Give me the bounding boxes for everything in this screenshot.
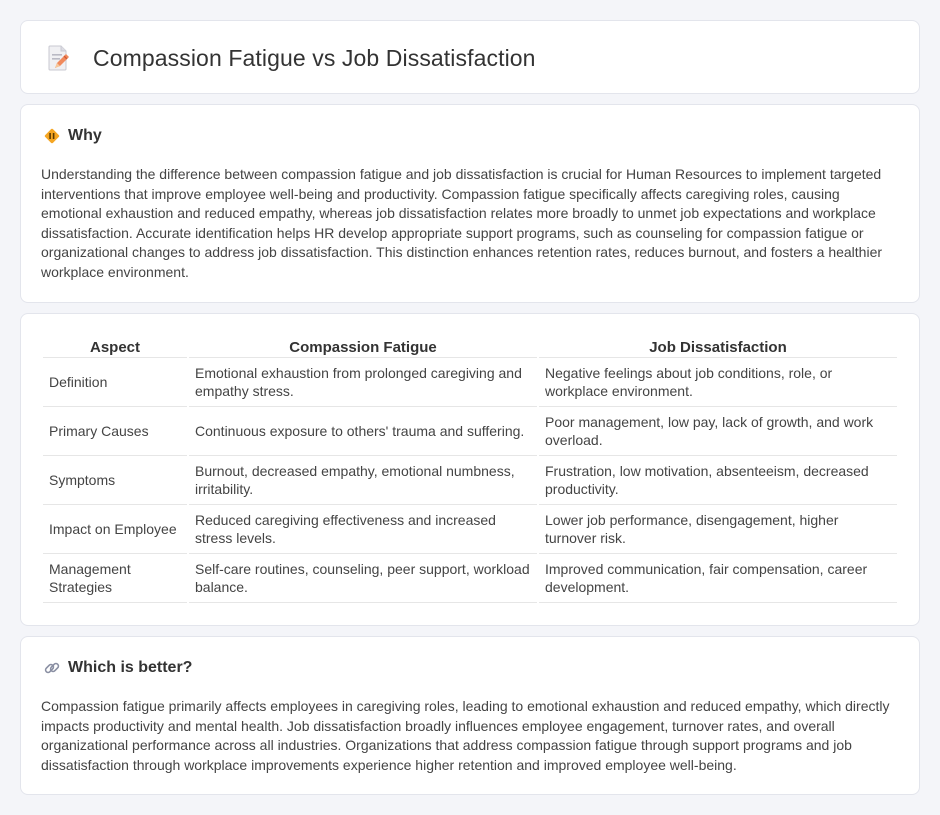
compassion-fatigue-cell: Emotional exhaustion from prolonged caregiving and empathy stress. [189,358,537,407]
comparison-table-card [20,313,920,626]
which-is-better-section [20,636,920,795]
why-section [20,104,920,303]
job-dissatisfaction-cell: Improved communication, fair compensation, career development. [539,554,897,603]
compassion-fatigue-cell: Reduced caregiving effectiveness and increased stress levels. [189,505,537,554]
why-header [43,127,102,145]
job-dissatisfaction-cell: Poor management, low pay, lack of growth, and work overload. [539,407,897,456]
comparison-table [41,334,899,603]
compassion-fatigue-cell: Burnout, decreased empathy, emotional numbness, irritability. [189,456,537,505]
better-header [43,659,192,677]
page-title: Compassion Fatigue vs Job Dissatisfaction [93,44,536,71]
job-dissatisfaction-cell: Lower job performance, disengagement, higher turnover risk. [539,505,897,554]
page-title-row [43,43,536,73]
table-header-row [43,334,897,358]
table-row [43,505,897,554]
link-icon [43,659,61,677]
compassion-fatigue-cell: Continuous exposure to others' trauma and suffering. [189,407,537,456]
document-pencil-icon [43,43,73,73]
job-dissatisfaction-cell: Negative feelings about job conditions, role, or workplace environment. [539,358,897,407]
row-aspect-cell: Symptoms [43,456,187,505]
table-row [43,358,897,407]
column-header-compassion-fatigue: Compassion Fatigue [189,334,537,358]
row-aspect-cell: Impact on Employee [43,505,187,554]
row-aspect-cell: Definition [43,358,187,407]
table-row [43,554,897,603]
header-card [20,20,920,94]
why-title: Why [68,127,102,144]
table-row [43,407,897,456]
better-title: Which is better? [68,659,193,676]
why-body: Understanding the difference between compassion fatigue and job dissatisfaction is crucial for Human Resources to implement targeted interventions that improve employee well-being and productivity. Compassion fatigue specifically affects caregiving roles, causing emotional exhaustion and reduced empathy, whereas job dissatisfaction relates more broadly to unmet job expectations and workplace dissatisfaction. Accurate identification helps HR develop appropriate support programs, such as counseling for compassion fatigue or organizational changes to address job dissatisfaction. This distinction enhances retention rates, reduces burnout, and fosters a healthier workplace environment. [41,166,883,280]
job-dissatisfaction-cell: Frustration, low motivation, absenteeism, decreased productivity. [539,456,897,505]
better-body: Compassion fatigue primarily affects employees in caregiving roles, leading to emotional exhaustion and reduced empathy, which directly impacts productivity and mental health. Job dissatisfaction broadly influences employee engagement, turnover rates, and overall organizational performance across all industries. Organizations that address compassion fatigue through support programs and job dissatisfaction through workplace improvements experience higher retention and improved employee well-being. [41,698,890,773]
column-header-job-dissatisfaction: Job Dissatisfaction [539,334,897,358]
row-aspect-cell: Management Strategies [43,554,187,603]
row-aspect-cell: Primary Causes [43,407,187,456]
table-row [43,456,897,505]
compassion-fatigue-cell: Self-care routines, counseling, peer support, workload balance. [189,554,537,603]
column-header-aspect: Aspect [43,334,187,358]
diamond-warning-icon [43,127,61,145]
